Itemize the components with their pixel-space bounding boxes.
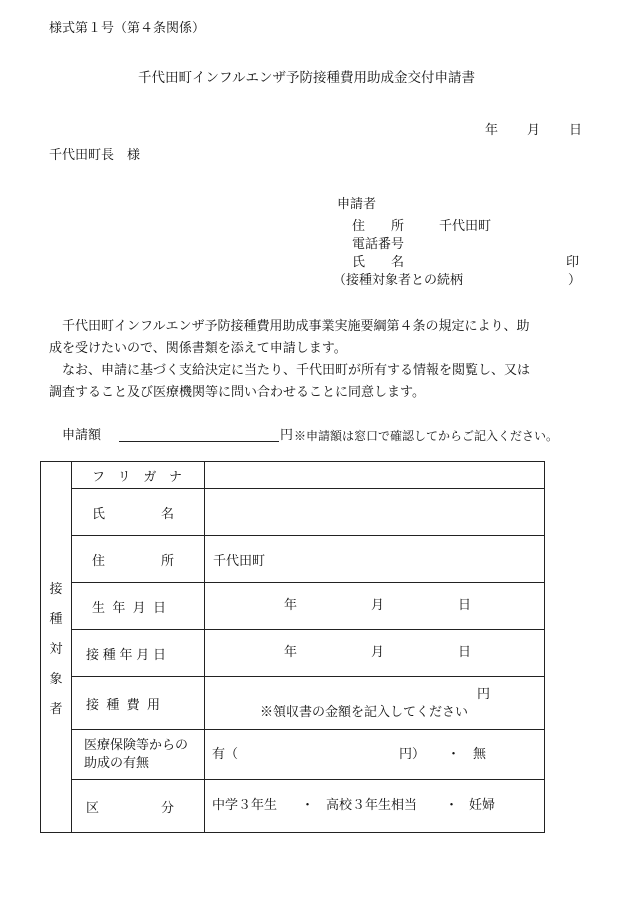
category-label: 区 分 bbox=[86, 800, 174, 816]
applicant-address-label: 住 所 bbox=[352, 219, 405, 234]
category-label-cell bbox=[72, 780, 205, 833]
category-option-pregnant[interactable]: 妊婦 bbox=[469, 798, 496, 813]
category-option-high-school-3[interactable]: 高校３年生相当 bbox=[326, 798, 418, 813]
row-cost bbox=[41, 677, 545, 730]
relation-open: （接種対象者との続柄 bbox=[333, 273, 464, 288]
insurance-yen: 円） bbox=[399, 746, 426, 762]
birth-label-cell bbox=[72, 583, 205, 630]
date-day: 日 bbox=[569, 123, 583, 138]
body-paragraph-2-line-1: なお、申請に基づく支給決定に当たり、千代田町が所有する情報を閲覧し、又は bbox=[62, 363, 531, 378]
applicant-name-label: 氏 名 bbox=[352, 255, 405, 270]
category-option-junior-high-3[interactable]: 中学３年生 bbox=[212, 798, 278, 813]
relation-close: ） bbox=[568, 273, 582, 288]
insurance-label: 医療保険等からの 助成の有無 bbox=[84, 737, 189, 771]
applicant-heading: 申請者 bbox=[337, 197, 377, 212]
cost-label-cell bbox=[72, 677, 205, 730]
address-label: 住 所 bbox=[92, 553, 174, 569]
row-insurance bbox=[41, 730, 545, 780]
row-name bbox=[41, 489, 545, 536]
date-month: 月 bbox=[527, 123, 541, 138]
insurance-value bbox=[205, 748, 544, 762]
recipient-table bbox=[40, 461, 545, 833]
cost-value-cell[interactable] bbox=[205, 677, 545, 730]
furigana-value-cell[interactable] bbox=[205, 462, 545, 489]
birth-value-cell[interactable] bbox=[205, 583, 545, 630]
cost-unit: 円 bbox=[477, 687, 491, 702]
address-value-cell[interactable] bbox=[205, 536, 545, 583]
row-category bbox=[41, 780, 545, 833]
vaccination-date-value: 年 月 日 bbox=[284, 645, 472, 660]
category-separator: ・ bbox=[445, 798, 459, 813]
date-year: 年 bbox=[485, 123, 499, 138]
furigana-label-cell bbox=[72, 462, 205, 489]
row-vaccination-date bbox=[41, 630, 545, 677]
side-label: 接 種 対 象 者 bbox=[49, 581, 63, 717]
vaccination-date-value-cell[interactable] bbox=[205, 630, 545, 677]
category-separator: ・ bbox=[301, 798, 315, 813]
insurance-separator: ・ bbox=[447, 746, 461, 762]
amount-field[interactable] bbox=[119, 428, 279, 442]
name-label-cell bbox=[72, 489, 205, 536]
vaccination-date-label-cell bbox=[72, 630, 205, 677]
address-label-cell bbox=[72, 536, 205, 583]
insurance-yes[interactable]: 有（ bbox=[212, 746, 239, 762]
birth-label: 生 年 月 日 bbox=[92, 600, 166, 616]
body-paragraph-2-line-2: 調査すること及び医療機関等に問い合わせることに同意します。 bbox=[49, 385, 425, 400]
applicant-address-value: 千代田町 bbox=[439, 219, 492, 234]
body-paragraph-1-line-2: 成を受けたいので、関係書類を添えて申請します。 bbox=[49, 341, 347, 356]
furigana-label: フ リ ガ ナ bbox=[92, 469, 182, 485]
cost-note: ※領収書の金額を記入してください bbox=[260, 705, 469, 720]
seal-mark: 印 bbox=[566, 255, 580, 270]
cost-value bbox=[205, 686, 544, 720]
address-value: 千代田町 bbox=[213, 553, 266, 569]
vaccination-date-label: 接 種 年 月 日 bbox=[86, 647, 166, 663]
form-number: 様式第１号（第４条関係） bbox=[49, 21, 206, 36]
row-furigana bbox=[41, 462, 545, 489]
body-paragraph-1-line-1: 千代田町インフルエンザ予防接種費用助成事業実施要綱第４条の規定により、助 bbox=[62, 319, 530, 334]
addressee: 千代田町長 様 bbox=[49, 148, 141, 163]
amount-label: 申請額 bbox=[62, 428, 102, 443]
insurance-value-cell[interactable] bbox=[205, 730, 545, 780]
document-title: 千代田町インフルエンザ予防接種費用助成金交付申請書 bbox=[138, 70, 475, 86]
category-options bbox=[205, 799, 544, 813]
cost-label: 接 種 費 用 bbox=[86, 697, 160, 713]
name-value-cell[interactable] bbox=[205, 489, 545, 536]
insurance-no[interactable]: 無 bbox=[473, 746, 487, 762]
insurance-label-cell bbox=[72, 730, 205, 780]
amount-note: ※申請額は窓口で確認してからご記入ください。 bbox=[294, 429, 559, 443]
amount-unit: 円 bbox=[280, 428, 294, 443]
row-birth-date bbox=[41, 583, 545, 630]
category-value-cell bbox=[205, 780, 545, 833]
applicant-phone-label: 電話番号 bbox=[352, 237, 405, 252]
row-address bbox=[41, 536, 545, 583]
birth-value: 年 月 日 bbox=[284, 598, 472, 613]
side-label-cell bbox=[41, 462, 72, 833]
name-label: 氏 名 bbox=[92, 506, 174, 522]
